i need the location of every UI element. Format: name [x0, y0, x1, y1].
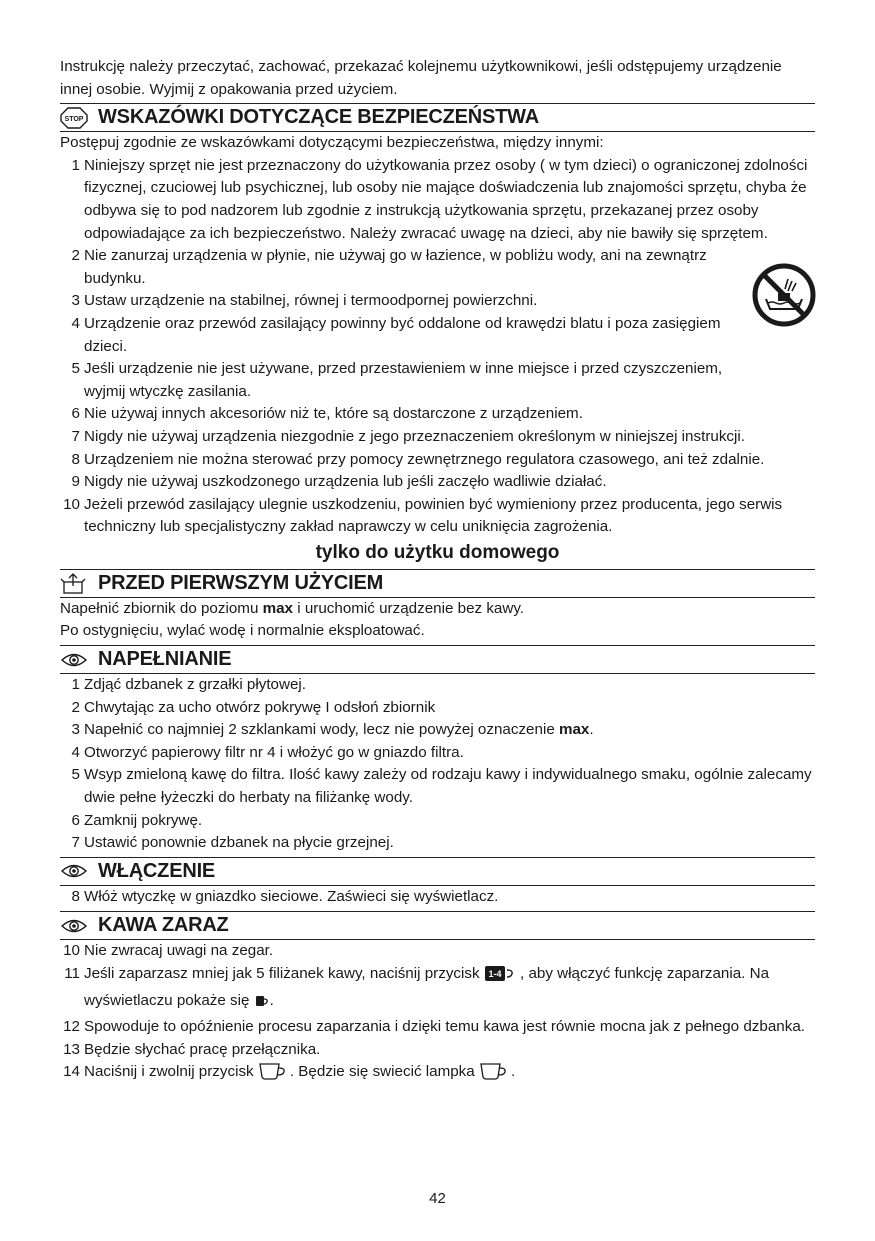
- switch-on-title: WŁĄCZENIE: [98, 859, 216, 882]
- switch-on-heading: [60, 857, 815, 885]
- list-item: 10 Jeżeli przewód zasilający ulegnie uszkodzeniu, powinien być wymieniony przez producenta, jego serwis techniczny lub specjalistyczny zakład naprawczy w celu uniknięcia zagrożenia.: [63, 495, 783, 536]
- filling-heading: [60, 645, 815, 673]
- svg-text:1-4: 1-4: [488, 969, 502, 979]
- list-item: 8 Urządzeniem nie można sterować przy pomocy zewnętrznego regulatora czasowego, ani też zdalnie.: [71, 450, 765, 468]
- list-item: 10 Nie zwracaj uwagi na zegar.: [63, 942, 274, 960]
- list-item: 4 Otworzyć papierowy filtr nr 4 i włożyć go w gniazdo filtra.: [71, 743, 464, 761]
- household-note: tylko do użytku domowego: [315, 541, 560, 563]
- list-item: 4 Urządzenie oraz przewód zasilający powinny być oddalone od krawędzi blatu i poza zasięgiem dzieci.: [71, 314, 721, 355]
- cup-lamp-icon: [480, 1062, 510, 1088]
- list-item: 13 Będzie słychać pracę przełącznika.: [63, 1040, 321, 1058]
- list-item: 11 Jeśli zaparzasz mniej jak 5 filiżanek kawy, naciśnij przycisk 1-4 , aby włączyć funkcję zaparzania. Na wyświetlaczu pokaże się .: [60, 963, 815, 1016]
- document-page: [60, 56, 815, 1088]
- cup-button-icon: [259, 1062, 289, 1088]
- list-item: 6 Nie używaj innych akcesoriów niż te, które są dostarczone z urządzeniem.: [71, 405, 583, 423]
- safety-title: WSKAZÓWKI DOTYCZĄCE BEZPIECZEŃSTWA: [98, 106, 539, 129]
- filling-title: NAPEŁNIANIE: [98, 648, 232, 671]
- list-item: 8 Włóż wtyczkę w gniazdko sieciowe. Zaświeci się wyświetlacz.: [71, 887, 499, 905]
- first-use-line2: Po ostygnięciu, wylać wodę i normalnie eksploatować.: [60, 622, 425, 640]
- eye-icon: [60, 649, 90, 671]
- list-item: 9 Nigdy nie używaj uszkodzonego urządzenia lub jeśli zaczęło wadliwie działać.: [71, 473, 607, 491]
- list-item: 1 Zdjąć dzbanek z grzałki płytowej.: [71, 676, 307, 694]
- list-item: 3 Ustaw urządzenie na stabilnej, równej i termoodpornej powierzchni.: [71, 292, 538, 310]
- stop-icon-text: STOP: [64, 115, 84, 123]
- switch-on-list: [60, 886, 815, 909]
- list-item: 5 Wsyp zmieloną kawę do filtra. Ilość kawy zależy od rodzaju kawy i indywidualnego smaku, ogólnie zalecamy dwie pełne łyżeczki do herbaty na filiżankę wody.: [71, 766, 812, 807]
- safety-lead: Postępuj zgodnie ze wskazówkami dotyczącymi bezpieczeństwa, między innymi:: [60, 134, 604, 152]
- list-item: 7 Nigdy nie używaj urządzenia niezgodnie z jego przeznaczeniem określonym w niniejszej instrukcji.: [71, 427, 745, 445]
- eye-icon: [60, 915, 90, 937]
- safety-list: [60, 155, 815, 539]
- list-item: 6 Zamknij pokrywę.: [71, 811, 203, 829]
- list-item: 2 Chwytając za ucho otwórz pokrywę I odsłoń zbiornik: [71, 698, 436, 716]
- first-use-title: PRZED PIERWSZYM UŻYCIEM: [98, 571, 384, 594]
- list-item: 12 Spowoduje to opóźnienie procesu zaparzania i dzięki temu kawa jest równie mocna jak z pełnego dzbanka.: [63, 1018, 805, 1036]
- page-number: 42: [429, 1190, 446, 1207]
- first-use-line1: Napełnić zbiornik do poziomu max i uruchomić urządzenie bez kawy.: [60, 599, 525, 617]
- small-cup-icon: [255, 993, 269, 1017]
- list-item: 14 Naciśnij i zwolnij przycisk . Będzie się swiecić lampka .: [60, 1061, 815, 1088]
- list-item: 1 Niniejszy sprzęt nie jest przeznaczony do użytkowania przez osoby ( w tym dzieci) o ograniczonej zdolności fizycznej, czuciowej lub psychicznej, lub osoby nie mające doświadczenia lub znajomości sprzętu, chyba że odbywa się to pod nadzorem lub zgodnie z instrukcją użytkowania sprzętu, przekazanej przez osoby odpowiadające za ich bezpieczeństwo. Należy zwracać uwagę na dzieci, aby nie bawiły się sprzętem.: [71, 156, 808, 242]
- first-use-heading: [60, 569, 815, 597]
- coffee-now-heading: [60, 911, 815, 939]
- no-water-immersion-icon: [752, 263, 816, 332]
- coffee-now-title: KAWA ZARAZ: [98, 914, 229, 937]
- unbox-icon: [60, 572, 90, 594]
- list-item: 7 Ustawić ponownie dzbanek na płycie grzejnej.: [71, 834, 394, 852]
- list-item: 2 Nie zanurzaj urządzenia w płynie, nie używaj go w łazience, w pobliżu wody, ani na zewnątrz budynku.: [71, 247, 707, 287]
- filling-list: [60, 674, 815, 855]
- stop-icon: [60, 107, 90, 129]
- brew-1-4-button-icon: [485, 965, 515, 990]
- safety-heading: [60, 103, 815, 131]
- intro-text: Instrukcję należy przeczytać, zachować, przekazać kolejnemu użytkownikowi, jeśli odstępujemy urządzenie innej osobie. Wyjmij z opakowania przed użyciem.: [60, 58, 782, 98]
- list-item: 5 Jeśli urządzenie nie jest używane, przed przestawieniem w inne miejsce i przed czyszczeniem, wyjmij wtyczkę zasilania.: [71, 360, 723, 400]
- coffee-now-list: [60, 940, 815, 1088]
- eye-icon: [60, 860, 90, 882]
- list-item: 3 Napełnić co najmniej 2 szklankami wody, lecz nie powyżej oznaczenie max.: [71, 721, 594, 739]
